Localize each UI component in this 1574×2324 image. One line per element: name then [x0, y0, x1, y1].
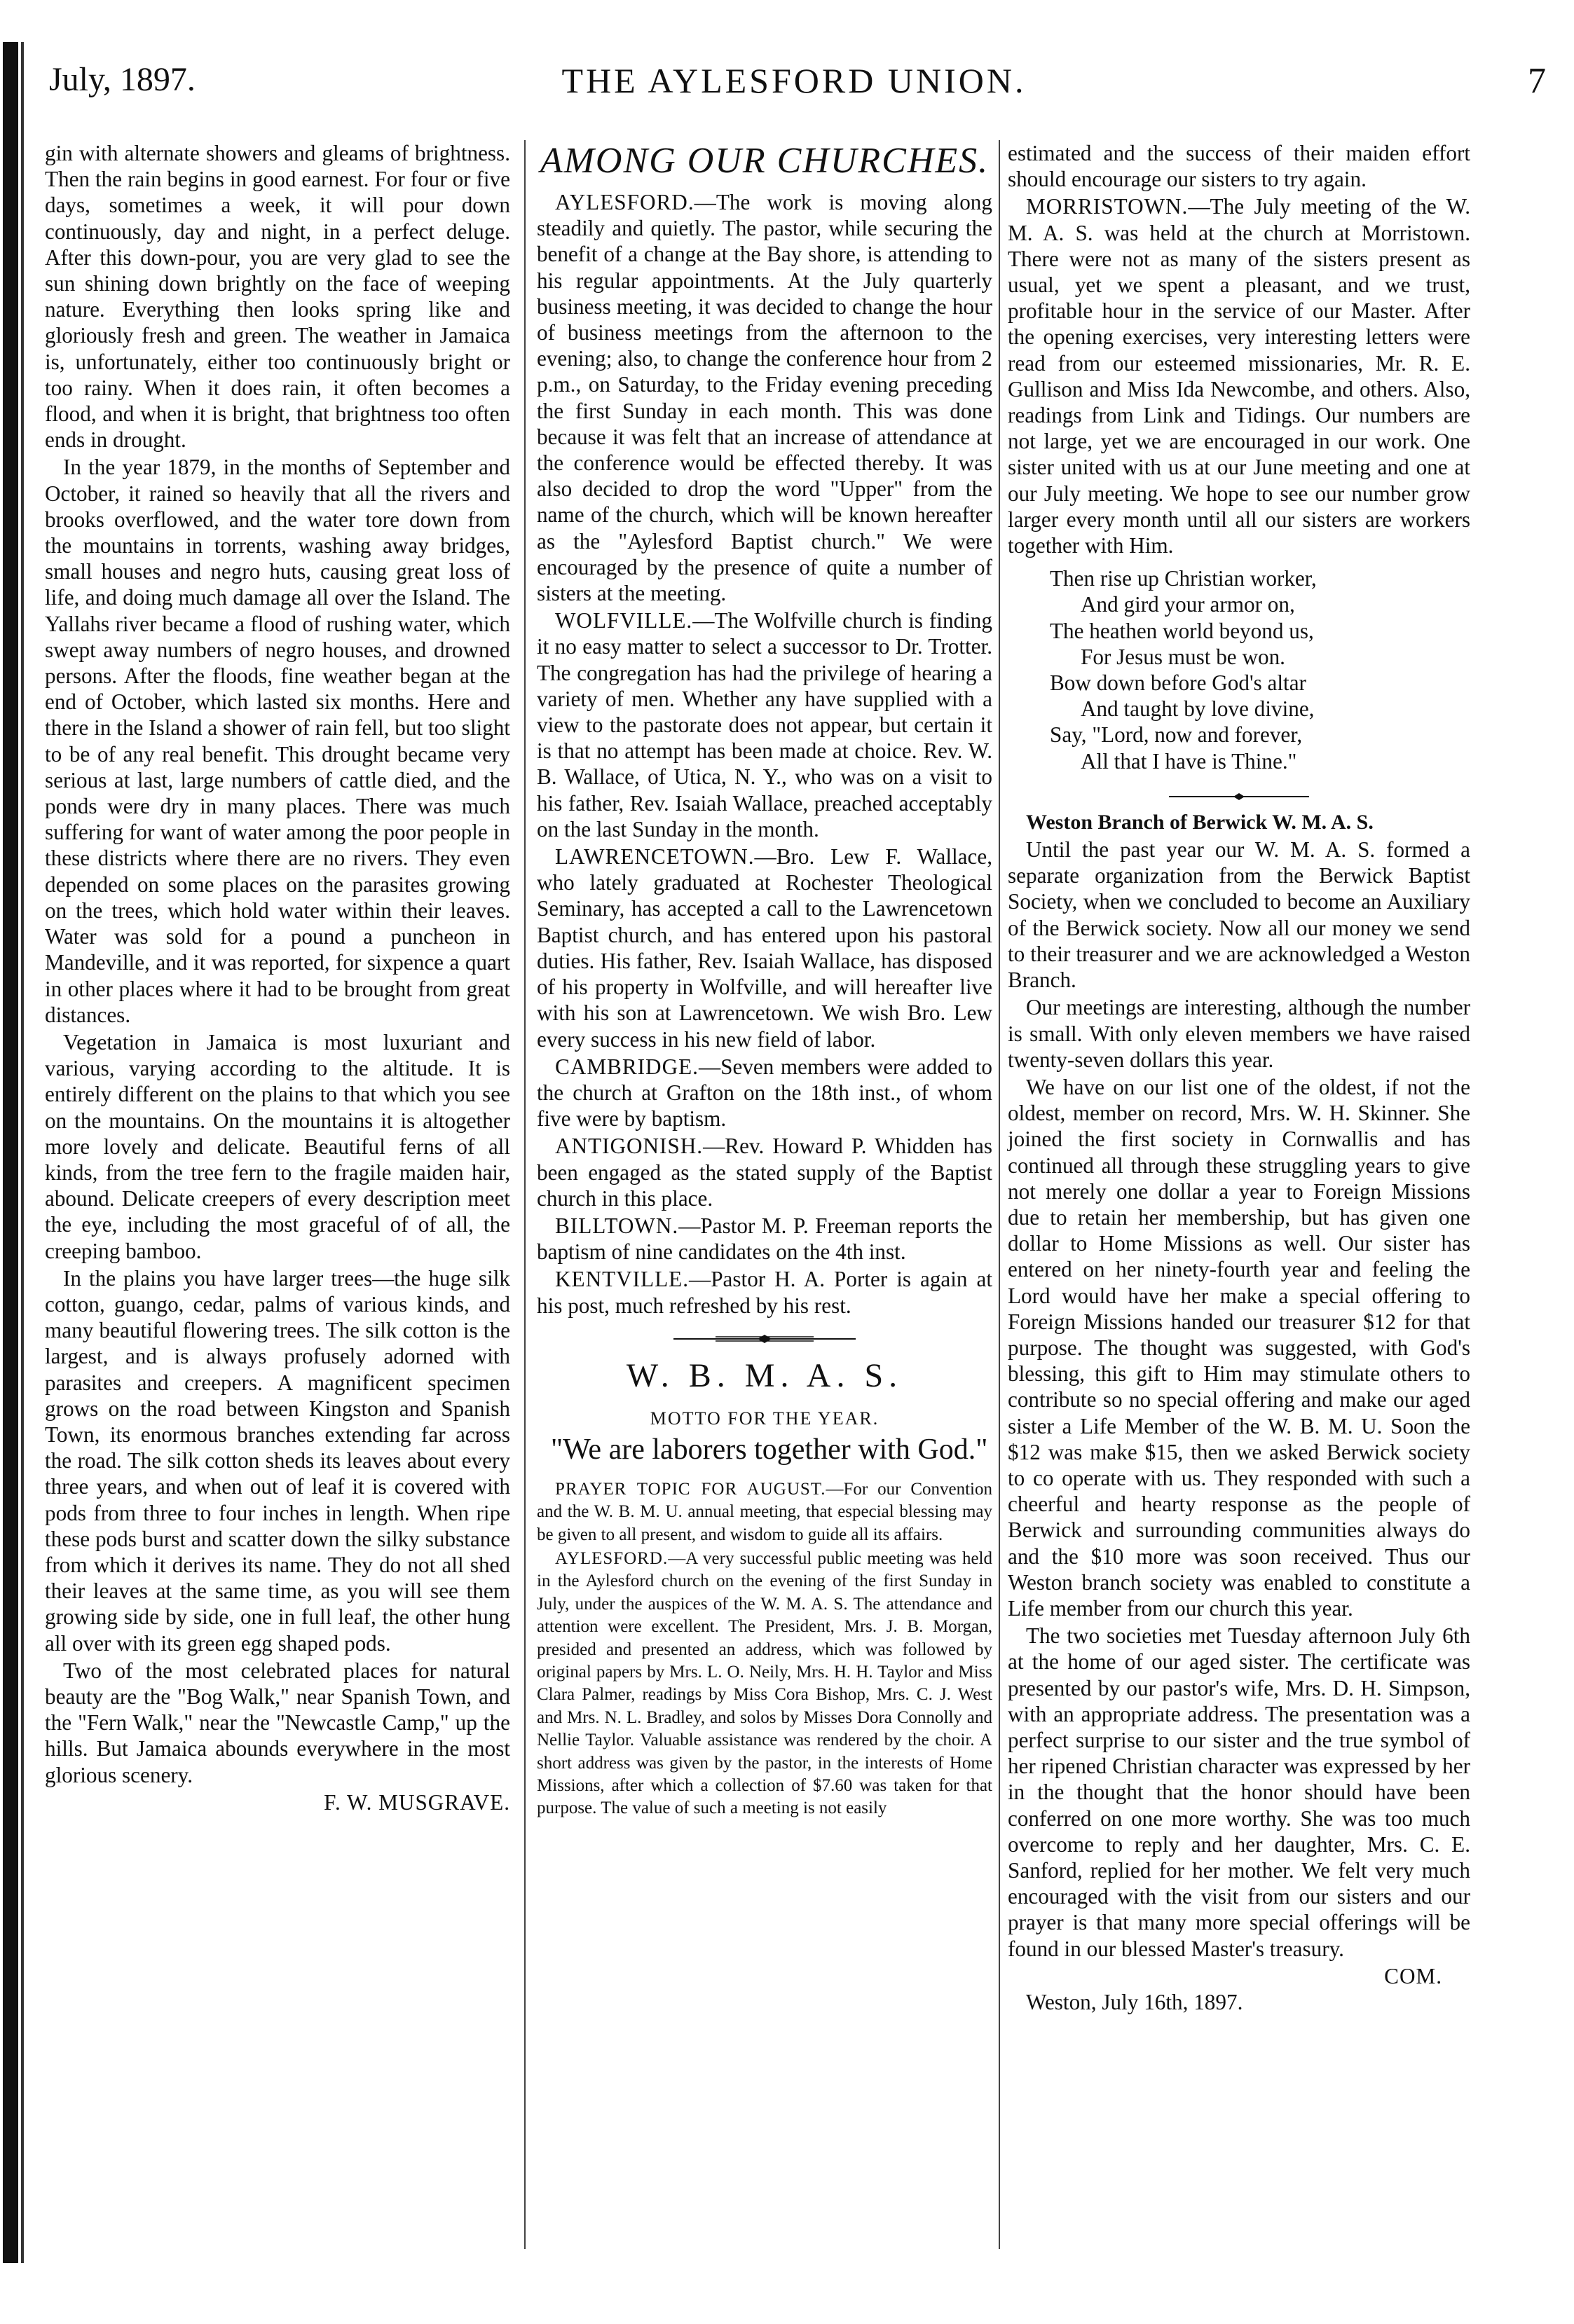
article-paragraph: The two societies met Tuesday afternoon July 6th at the home of our aged sister. The certificate was presented by our pastor's wife, Mrs. D. H. Simpson, with an appropriate address. The presentation was a perfect surprise to our sister and the true symbol of her ripened Christian character was expressed by her in the thought that the honor should have been conferred on one more worthy. She was too much overcome to reply and her daughter, Mrs. C. E. Sanford, replied for her mother. We felt very much encouraged with the visit from our sisters and our prayer is that many more special offerings will be found in our blessed Master's treasury. — [1008, 1623, 1470, 1961]
article-paragraph: Our meetings are interesting, although the number is small. With only eleven members we have raised twenty-seven dollars this year. — [1008, 995, 1470, 1072]
prayer-label: PRAYER TOPIC FOR AUGUST. — [555, 1479, 826, 1499]
continuation-paragraph: estimated and the success of their maiden effort should encourage our sisters to try again. — [1008, 141, 1470, 192]
column-3 — [1008, 140, 1470, 2016]
church-news-text: —Bro. Lew F. Wallace, who lately graduated at Rochester Theological Seminary, has accepted a call to the Lawrencetown Baptist church, and has entered upon his pastoral duties. His father, Rev. Isaiah Wallace, has disposed of his property in Wolfville, and will hereafter live with his son at Lawrencetown. We wish Bro. Lew every success in his new field of labor. — [537, 844, 992, 1052]
article-signature: COM. — [1384, 1963, 1442, 1988]
church-news-item — [537, 1213, 992, 1265]
church-news-text: —Seven members were added to the church at Grafton on the 18th inst., of whom five were by baptism. — [537, 1054, 992, 1132]
ornament-divider-icon — [1169, 792, 1309, 801]
report-text: —A very successful public meeting was held in the Aylesford church on the evening of the first Sunday in July, under the auspices of the W. M. A. S. The attendance and attention were excellent. The President, Mrs. J. B. Morgan, presided and presented an address, which was followed by original papers by Mrs. L. O. Neily, Mrs. H. H. Taylor and Miss Clara Palmer, readings by Miss Cora Bishop, Mrs. C. J. West and Mrs. N. L. Bradley, and solos by Misses Dora Connolly and Nellie Taylor. Valuable assistance was rendered by the choir. A short address was given by the pastor, in the interests of Home Missions, after which a collection of $7.60 was taken for that purpose. The value of such a meeting is not easily — [537, 1548, 992, 1818]
report-place: MORRISTOWN. — [1026, 194, 1189, 219]
church-news-item — [537, 844, 992, 1052]
ornamental-rule — [537, 1327, 992, 1348]
article-paragraph: Until the past year our W. M. A. S. formed a separate organization from the Berwick Baptist Society, when we concluded to become an Auxiliary of the Berwick society. Now all our money we send to their treasurer and we are acknowledged a Weston Branch. — [1008, 837, 1470, 993]
church-news-text: —The Wolfville church is finding it no easy matter to select a successor to Dr. Trotter. The congregation has had the privilege of hearing a variety of men. Whether any have supplied with a view to the pastorate does not appear, but certain it is that no attempt has been made at choice. Rev. W. B. Wallace, of Utica, N. Y., who was on a visit to his father, Rev. Isaiah Wallace, preached acceptably on the last Sunday in the month. — [537, 608, 992, 841]
church-news-item — [537, 1266, 992, 1318]
article-paragraph: Vegetation in Jamaica is most luxuriant and various, varying according to the altitude. It is entirely different on the plains to that which you see on the mountains. On the mountains it is altogether more lovely and delicate. Beautiful ferns of all kinds, from the tree fern to the fragile maiden hair, abound. Delicate creepers of every description meet the eye, including the most graceful of of all, the creeping bamboo. — [45, 1029, 510, 1263]
church-place: ANTIGONISH. — [555, 1134, 704, 1159]
poem-line: All that I have is Thine." — [1081, 748, 1297, 773]
header-page-number: 7 — [1528, 61, 1546, 101]
article-paragraph: gin with alternate showers and gleams of brightness. Then the rain begins in good earnest. For four or five days, sometimes a week, it will pour down continuously, day and night, in a perfect deluge. After this down-pour, you are very glad to see the sun shining down brightly on the face of weeping nature. Everything then looks spring like and gloriously fresh and green. The weather in Jamaica is, unfortunately, either too continuously bright or too rainy. When it does rain, it often becomes a flood, and when it is bright, that brightness too often ends in drought. — [45, 141, 510, 453]
article-signature: F. W. MUSGRAVE. — [324, 1789, 510, 1815]
prayer-topic — [537, 1478, 992, 1546]
church-place: BILLTOWN. — [555, 1213, 679, 1238]
weston-branch-title: Weston Branch of Berwick W. M. A. S. — [1026, 810, 1374, 834]
church-place: WOLFVILLE. — [555, 608, 693, 633]
church-news-text: —Rev. Howard P. Whidden has been engaged as the stated supply of the Baptist church in this place. — [537, 1134, 992, 1211]
poem-line: And taught by love divine, — [1081, 696, 1315, 722]
poem-line: For Jesus must be won. — [1081, 644, 1285, 669]
poem-line: The heathen world beyond us, — [1050, 618, 1314, 643]
morristown-report — [1008, 193, 1470, 558]
motto-heading: MOTTO FOR THE YEAR. — [650, 1408, 880, 1429]
column-1 — [45, 140, 510, 1817]
poem — [1050, 565, 1470, 774]
church-news-text: —Pastor H. A. Porter is again at his post, much refreshed by his rest. — [537, 1267, 992, 1318]
poem-line: Bow down before God's altar — [1050, 671, 1306, 696]
church-place: KENTVILLE. — [555, 1267, 690, 1292]
report-text: —The July meeting of the W. M. A. S. was held at the church at Morristown. There were not as many of the sisters present as usual, yet we spent a pleasant, and we trust, profitable hour in the service of our Master. After the opening exercises, very interesting letters were read from our esteemed missionaries, Mr. R. E. Gullison and Miss Ida Newcombe, and others. Also, readings from Link and Tidings. Our numbers are not large, yet we are encouraged in our work. One sister united with us at our June meeting and one at our July meeting. We hope to see our number grow larger every month until all our sisters are workers together with Him. — [1008, 194, 1470, 558]
ornamental-rule — [1008, 784, 1470, 805]
report-place: AYLESFORD. — [555, 1548, 669, 1568]
page-binding-edge — [3, 42, 18, 2263]
header-title: THE AYLESFORD UNION. — [561, 61, 1027, 100]
article-paragraph: Two of the most celebrated places for natural beauty are the "Bog Walk," near Spanish Town, and the "Fern Walk," near the "Newcastle Camp," up the hills. But Jamaica abounds everywhere in the most glorious scenery. — [45, 1658, 510, 1787]
column-rule — [999, 140, 1000, 2249]
article-paragraph: In the year 1879, in the months of September and October, it rained so heavily that all the rivers and brooks overflowed, and the water tore down from the mountains in torrents, washing away bridges, small houses and negro huts, causing great loss of life, and doing much damage all over the Island. The Yallahs river became a flood of rushing water, which swept away numbers of negro houses, and drowned persons. After the floods, fine weather began at the end of October, which lasted six months. Here and there in the Island a shower of rain fell, but too slight to be of any real benefit. This drought became very serious at last, large numbers of cattle died, and the ponds were dry in many places. There was much suffering for want of water among the poor people in these districts where there are no rivers. They even depended on some places on the parasites growing on the trees, which hold water within their leaves. Water was sold for a pound a puncheon in Mandeville, and it was reported, for sixpence a quart in other places where it had to be brought from great distances. — [45, 455, 510, 1027]
church-news-item — [537, 1133, 992, 1211]
church-news-text: —Pastor M. P. Freeman reports the baptism of nine candidates on the 4th inst. — [537, 1213, 992, 1265]
section-title: AMONG OUR CHURCHES. — [540, 141, 990, 181]
poem-line: Say, "Lord, now and forever, — [1050, 722, 1303, 748]
church-news-text: —The work is moving along steadily and quietly. The pastor, while securing the benefit of a change at the Bay shore, is attending to his regular appointments. At the July quarterly business meeting, it was decided to change the hour of business meetings from the afternoon to the evening; also, to change the conference hour from 2 p.m., on Saturday, to the Friday evening preceding the first Sunday in each month. This was done because it was felt that an increase of attendance at the conference would be effected thereby. It was also decided to drop the word "Upper" from the name of the church, which will be known hereafter as the "Aylesford Baptist church." We were encouraged by the presence of quite a number of sisters at the meeting. — [537, 190, 992, 606]
article-paragraph: We have on our list one of the oldest, if not the oldest, member on record, Mrs. W. H. Skinner. She joined the first society in Cornwallis and has continued all through these struggling years to give not merely one dollar a year to Foreign Missions due to retain her membership, but has given one dollar to Home Missions as well. Our sister has entered on her ninety-fourth year and feeling the Lord would have her make a special offering to Foreign Missions handed our treasurer $12 for that purpose. The thought was suggested, with God's blessing, this gift to Him may stimulate others to contribute so no special offering and make our aged sister a Life Member of the W. B. M. U. Soon the $12 was make $15, then we asked Berwick society to co operate with us. They responded with such a cheerful and hearty response as the people of Berwick and surrounding communities always do and the $10 more was soon received. Thus our Weston branch society was enabled to constitute a Life member from our church this year. — [1008, 1074, 1470, 1621]
prayer-text: —For our Convention and the W. B. M. U. annual meeting, that especial blessing may be given to all present, and wisdom to guide all its affairs. — [537, 1479, 993, 1544]
church-news-item — [537, 189, 992, 606]
wbmas-title: W. B. M. A. S. — [626, 1356, 903, 1394]
church-place: LAWRENCETOWN. — [555, 844, 755, 869]
poem-line: And gird your armor on, — [1081, 592, 1295, 617]
column-2 — [537, 140, 992, 1822]
page-binding-line — [21, 42, 24, 2263]
church-place: AYLESFORD. — [555, 190, 694, 214]
poem-line: Then rise up Christian worker, — [1050, 566, 1317, 591]
dateline: Weston, July 16th, 1897. — [1026, 1990, 1243, 2015]
aylesford-report — [537, 1548, 992, 1820]
column-rule — [524, 140, 526, 2249]
church-news-item — [537, 607, 992, 842]
header-date: July, 1897. — [49, 61, 196, 98]
church-place: CAMBRIDGE. — [555, 1054, 699, 1079]
article-paragraph: In the plains you have larger trees—the huge silk cotton, guango, cedar, palms of various kinds, and many beautiful flowering trees. The silk cotton is the largest, and is always profusely adorned with parasites and creepers. A magnificent specimen grows on the road between Kingston and Spanish Town, its enormous branches extending far across the road. The silk cotton sheds its leaves about every three years, and when out of leaf it is covered with pods from three to four inches in length. When ripe these pods burst and scatter down the silky substance from which it derives its name. They do not all shed their leaves at the same time, as you will see them growing side by side, one in full leaf, the other hung all over with its green egg shaped pods. — [45, 1265, 510, 1656]
church-news-item — [537, 1054, 992, 1132]
page-header — [42, 60, 1546, 109]
ornament-divider-icon — [673, 1334, 856, 1344]
motto-text: "We are laborers together with God." — [551, 1433, 988, 1466]
